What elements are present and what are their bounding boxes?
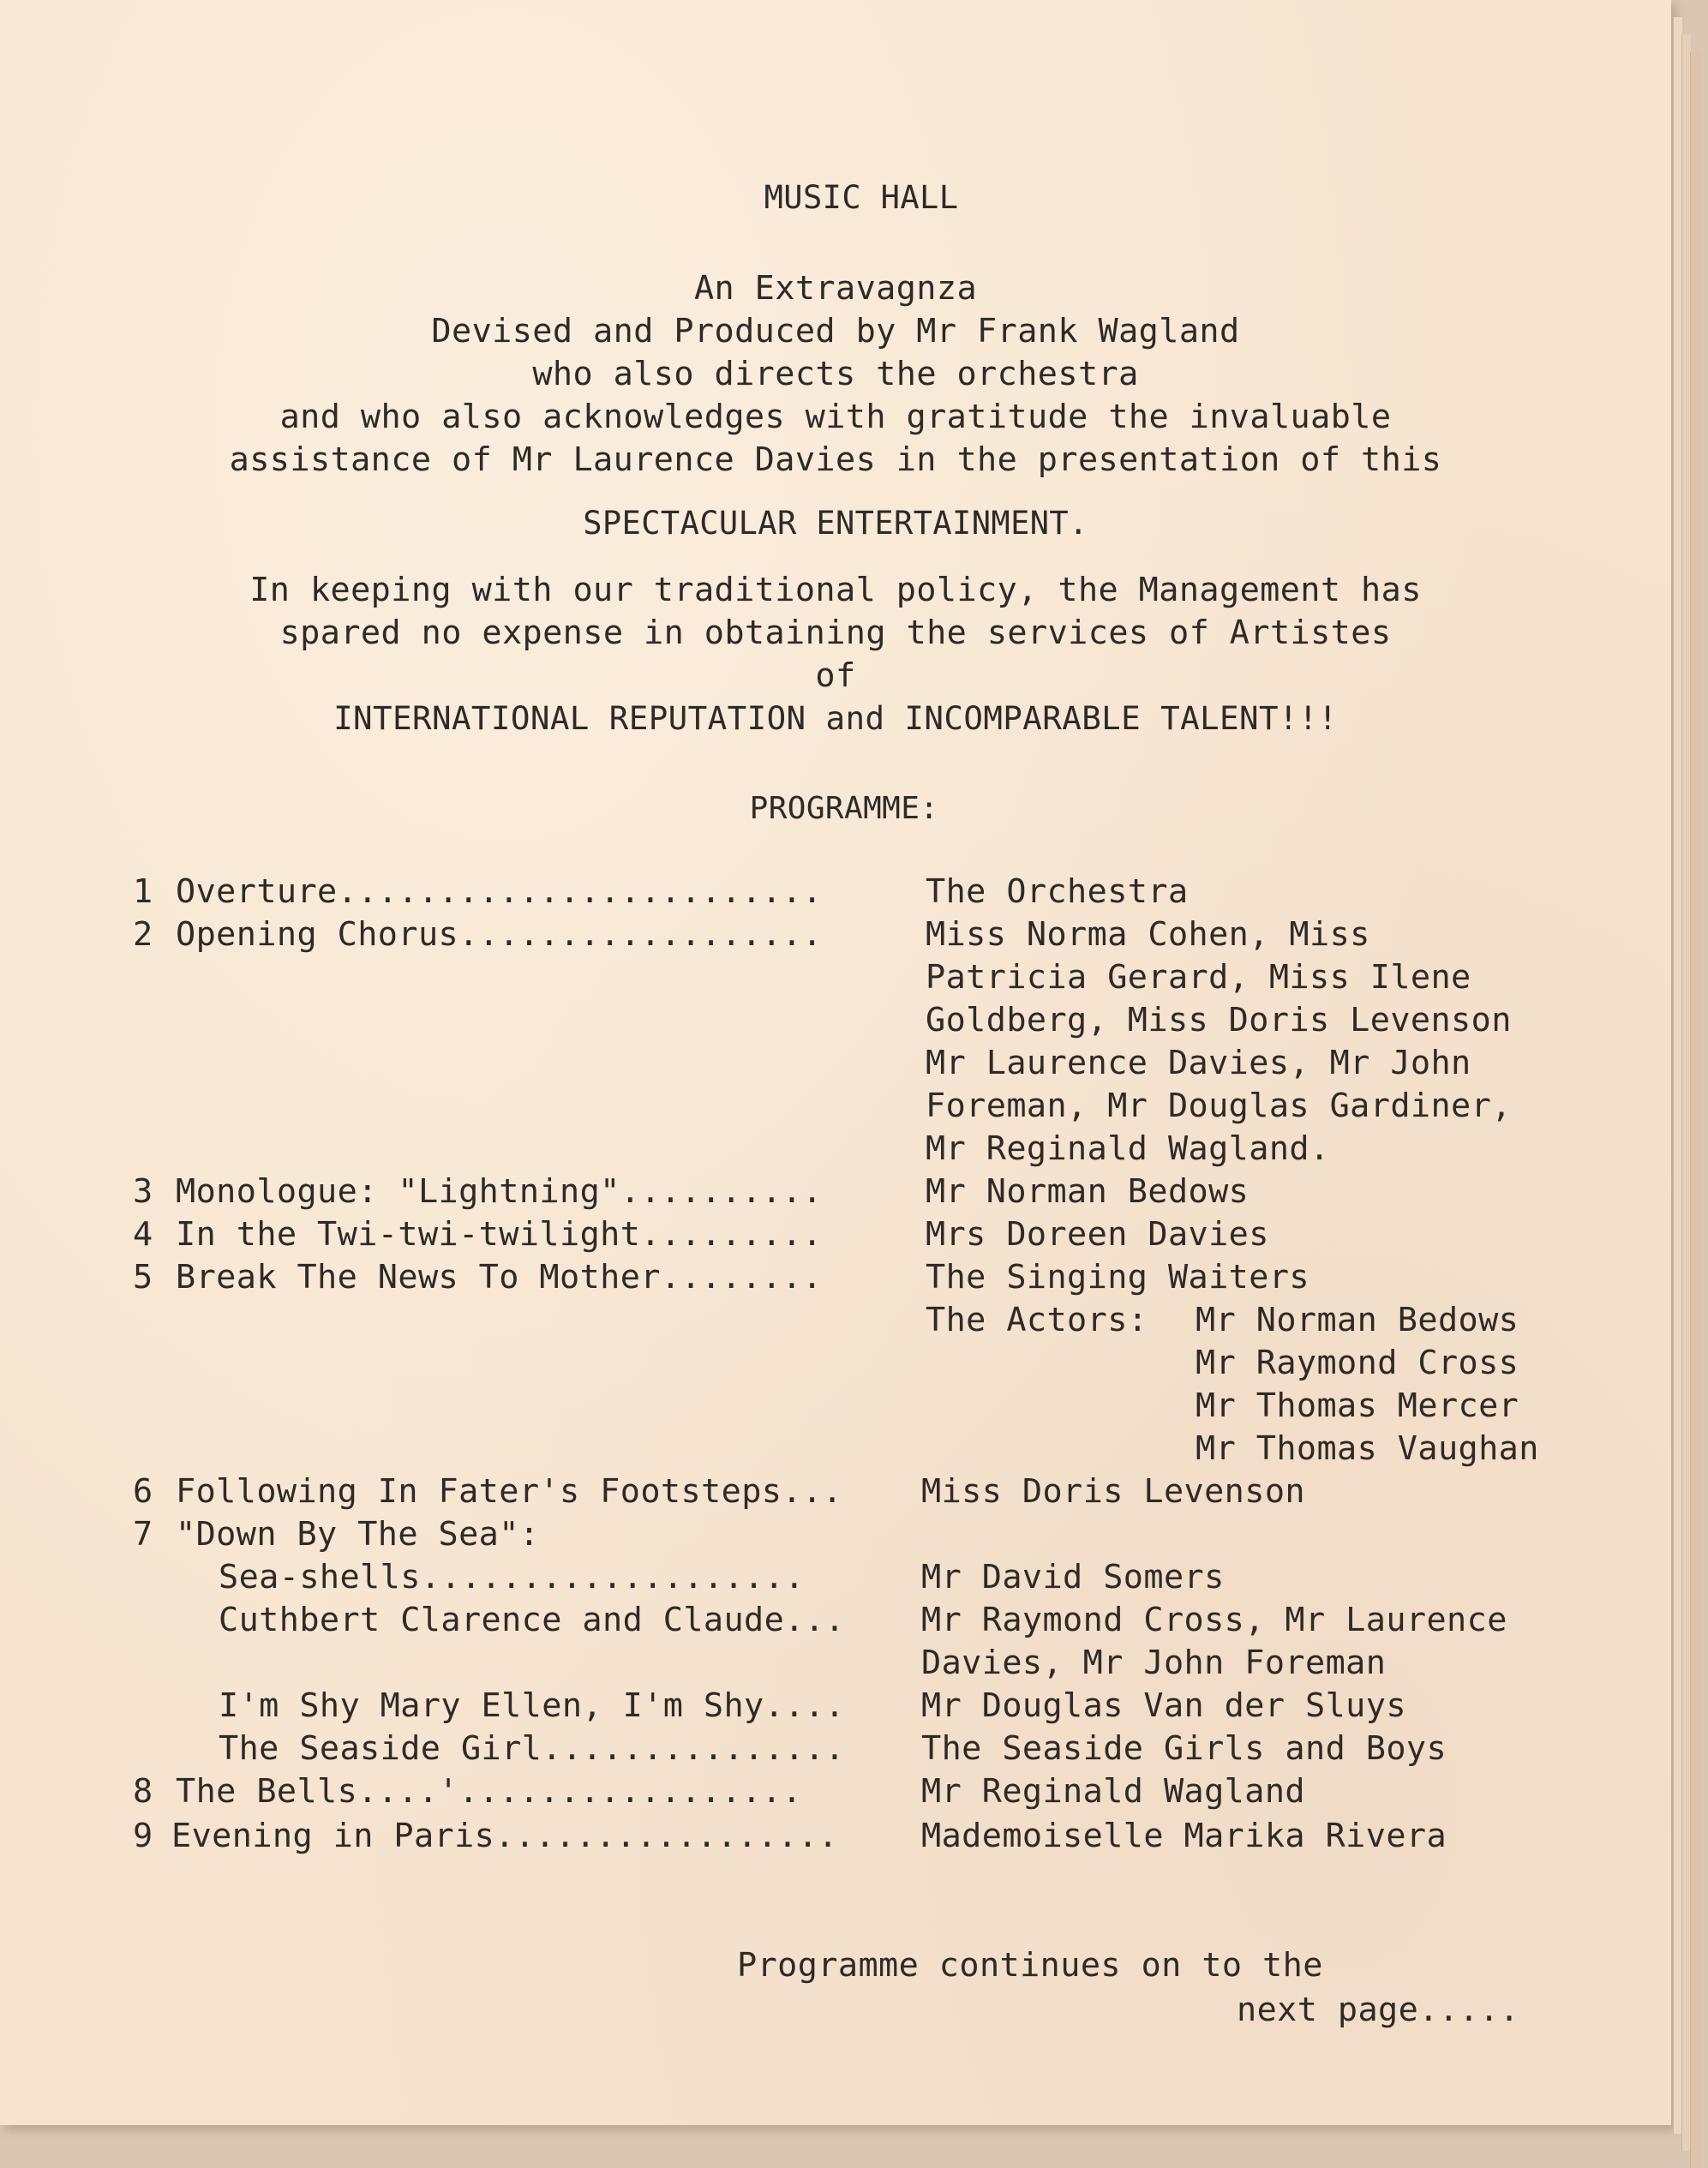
item-performer: Mr Douglas Van der Sluys xyxy=(921,1686,1406,1725)
item-number: 6 xyxy=(133,1472,153,1511)
subitem-title: Cuthbert Clarence and Claude... xyxy=(219,1601,845,1639)
item-title: Break The News To Mother........ xyxy=(176,1258,823,1297)
item-performer: The Seaside Girls and Boys xyxy=(921,1729,1447,1768)
item-performer: Mr Reginald Wagland. xyxy=(926,1129,1330,1168)
item-performer: Davies, Mr John Foreman xyxy=(921,1644,1387,1682)
item-performer: Mr Raymond Cross, Mr Laurence xyxy=(921,1601,1507,1639)
item-number: 9 xyxy=(133,1817,153,1855)
item-performer: The Orchestra xyxy=(926,872,1189,911)
item-number: 3 xyxy=(133,1172,153,1211)
item-number: 8 xyxy=(133,1772,153,1811)
item-performer: Mr Norman Bedows xyxy=(926,1172,1250,1211)
item-title: Monologue: "Lightning".......... xyxy=(176,1172,823,1211)
item-performer: Mrs Doreen Davies xyxy=(926,1215,1269,1254)
document-title: MUSIC HALL xyxy=(764,179,959,216)
item-performer: Foreman, Mr Douglas Gardiner, xyxy=(926,1087,1512,1125)
item-number: 7 xyxy=(133,1515,153,1554)
item-performer: Mr David Somers xyxy=(921,1558,1225,1596)
continuation-note: Programme continues on to the xyxy=(737,1946,1323,1985)
item-performer: Mr Reginald Wagland xyxy=(921,1772,1306,1811)
item-number: 4 xyxy=(133,1215,153,1254)
page-edge xyxy=(1690,51,1701,2168)
policy-line: spared no expense in obtaining the services of Artistes xyxy=(279,614,1392,652)
actor-name: Mr Raymond Cross xyxy=(1196,1344,1519,1382)
actor-name: Mr Thomas Vaughan xyxy=(1196,1429,1539,1468)
subitem-title: The Seaside Girl............... xyxy=(219,1729,845,1768)
item-number: 2 xyxy=(133,915,153,954)
item-performer: Miss Norma Cohen, Miss xyxy=(926,915,1370,954)
subtitle-line: and who also acknowledges with gratitude the invaluable xyxy=(279,398,1392,436)
subtitle-line: Devised and Produced by Mr Frank Wagland xyxy=(431,312,1240,350)
item-title: In the Twi-twi-twilight......... xyxy=(176,1215,823,1254)
item-title: The Bells....'................. xyxy=(176,1772,802,1811)
subtitle-line: An Extravagnza xyxy=(693,269,978,308)
item-title: Overture........................ xyxy=(176,872,823,911)
subtitle-line: assistance of Mr Laurence Davies in the presentation of this xyxy=(229,440,1442,479)
programme-heading: PROGRAMME: xyxy=(749,791,939,826)
subtitle-line: who also directs the orchestra xyxy=(532,355,1139,393)
subitem-title: I'm Shy Mary Ellen, I'm Shy.... xyxy=(219,1686,845,1725)
item-title: Following In Fater's Footsteps... xyxy=(176,1472,843,1511)
item-number: 1 xyxy=(133,872,153,911)
item-title: "Down By The Sea": xyxy=(176,1515,540,1554)
item-title: Evening in Paris................. xyxy=(171,1817,839,1855)
item-performer: Patricia Gerard, Miss Ilene xyxy=(926,958,1471,997)
item-performer: The Singing Waiters xyxy=(926,1258,1310,1297)
subitem-title: Sea-shells................... xyxy=(219,1558,805,1596)
item-title: Opening Chorus.................. xyxy=(176,915,823,954)
item-performer: Miss Doris Levenson xyxy=(921,1472,1306,1511)
policy-line: INTERNATIONAL REPUTATION and INCOMPARABLE TALENT!!! xyxy=(333,699,1338,737)
item-performer: Mr Laurence Davies, Mr John xyxy=(926,1044,1471,1082)
item-performer: Mademoiselle Marika Rivera xyxy=(921,1817,1447,1855)
item-number: 5 xyxy=(133,1258,153,1297)
actor-name: Mr Norman Bedows xyxy=(1196,1301,1519,1339)
spectacular-heading: SPECTACULAR ENTERTAINMENT. xyxy=(583,505,1088,542)
actors-label: The Actors: xyxy=(926,1301,1148,1339)
policy-line: In keeping with our traditional policy, the Management has xyxy=(249,571,1422,609)
actor-name: Mr Thomas Mercer xyxy=(1196,1386,1519,1425)
continuation-note: next page..... xyxy=(1237,1991,1520,2029)
policy-line: of xyxy=(815,656,856,695)
item-performer: Goldberg, Miss Doris Levenson xyxy=(926,1001,1512,1039)
